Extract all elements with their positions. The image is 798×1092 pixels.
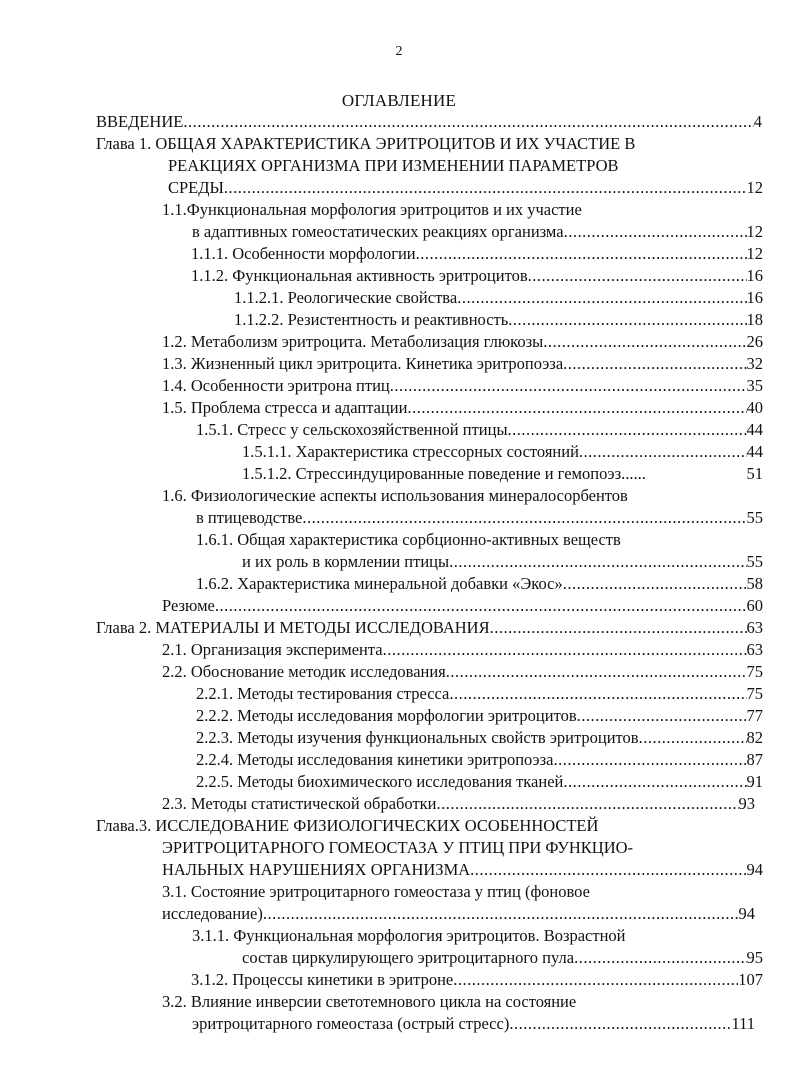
toc-entry-text: 2.2.5. Методы биохимического исследования тканей xyxy=(196,772,564,791)
dot-leader xyxy=(508,309,746,331)
dot-leader xyxy=(579,441,747,463)
toc-entry-page: 35 xyxy=(746,376,763,395)
toc-entry[interactable] xyxy=(162,991,762,1013)
toc-entry-text: в птицеводстве xyxy=(196,508,303,527)
dot-leader xyxy=(508,419,747,441)
dot-leader xyxy=(563,353,746,375)
toc-entry[interactable] xyxy=(162,859,763,881)
dot-leader xyxy=(215,595,747,617)
toc-entry[interactable] xyxy=(162,903,755,925)
toc-entry-text: Глава.3. ИССЛЕДОВАНИЕ ФИЗИОЛОГИЧЕСКИХ ОСОБЕННОСТЕЙ xyxy=(96,816,599,835)
dot-leader xyxy=(183,111,753,133)
toc-entry-text: Глава 1. ОБЩАЯ ХАРАКТЕРИСТИКА ЭРИТРОЦИТОВ И ИХ УЧАСТИЕ В xyxy=(96,134,636,153)
page-title: ОГЛАВЛЕНИЕ xyxy=(341,91,457,110)
toc-entry-text: 2.3. Методы статистической обработки xyxy=(162,794,437,813)
toc-entry-text: 1.6.2. Характеристика минеральной добавки «Экос» xyxy=(196,574,563,593)
toc-entry-text: ВВЕДЕНИЕ xyxy=(96,112,184,131)
dot-leader xyxy=(457,287,746,309)
dot-leader xyxy=(302,507,746,529)
toc-entry-page: 26 xyxy=(746,332,763,351)
toc-entry-text: 3.1.1. Функциональная морфология эритроцитов. Возрастной xyxy=(192,926,626,945)
toc-entry-page: 32 xyxy=(746,354,763,373)
dot-leader xyxy=(224,177,747,199)
toc-entry[interactable] xyxy=(196,507,763,529)
toc-entry-text: эритроцитарного гомеостаза (острый стресс) xyxy=(192,1014,510,1033)
toc-entry-text: 1.2. Метаболизм эритроцита. Метаболизация глюкозы xyxy=(162,332,544,351)
toc-entry[interactable] xyxy=(196,705,763,727)
toc-entry[interactable] xyxy=(162,595,763,617)
toc-entry-text: состав циркулирующего эритроцитарного пула xyxy=(242,948,575,967)
toc-entry[interactable] xyxy=(192,925,762,947)
toc-entry[interactable] xyxy=(162,331,763,353)
toc-entry-text: и их роль в кормлении птицы xyxy=(242,552,450,571)
dot-leader xyxy=(528,265,747,287)
dot-leader xyxy=(564,221,747,243)
toc-entry[interactable] xyxy=(196,573,763,595)
toc-entry-text: 2.2.4. Методы исследования кинетики эритропоэза xyxy=(196,750,554,769)
toc-entry[interactable] xyxy=(242,947,763,969)
toc-entry-text: 1.5.1.2. Стрессиндуцированные поведение и гемопоэз...... xyxy=(242,464,646,483)
toc-entry-text: 1.1.2.2. Резистентность и реактивность xyxy=(234,310,509,329)
toc-entry[interactable] xyxy=(168,177,763,199)
dot-leader xyxy=(577,705,747,727)
toc-entry-page: 58 xyxy=(746,574,763,593)
toc-entry-page: 75 xyxy=(746,684,763,703)
toc-entry-page: 55 xyxy=(746,508,763,527)
toc-entry[interactable] xyxy=(196,419,763,441)
toc-entry-page: 93 xyxy=(738,794,755,813)
toc-entry-page: 55 xyxy=(746,552,763,571)
toc-entry[interactable] xyxy=(96,815,766,837)
toc-entry-page: 94 xyxy=(738,904,755,923)
toc-entry-text: 2.2.2. Методы исследования морфологии эритроцитов xyxy=(196,706,577,725)
dot-leader xyxy=(574,947,746,969)
dot-leader xyxy=(446,661,747,683)
toc-entry[interactable] xyxy=(162,639,763,661)
toc-entry[interactable] xyxy=(162,353,763,375)
toc-entry-page: 91 xyxy=(746,772,763,791)
toc-entry-page: 44 xyxy=(746,420,763,439)
dot-leader xyxy=(449,551,746,573)
dot-leader xyxy=(437,793,739,815)
dot-leader xyxy=(553,749,746,771)
toc-entry-page: 44 xyxy=(746,442,763,461)
toc-entry[interactable] xyxy=(196,529,756,551)
toc-entry-page: 63 xyxy=(746,618,763,637)
dot-leader xyxy=(470,859,746,881)
toc-entry[interactable] xyxy=(162,199,762,221)
dot-leader xyxy=(263,903,739,925)
toc-entry[interactable] xyxy=(192,221,763,243)
toc-entry-page: 12 xyxy=(746,222,763,241)
toc-entry[interactable] xyxy=(242,441,763,463)
toc-entry-text: 2.1. Организация эксперимента xyxy=(162,640,383,659)
toc-entry[interactable] xyxy=(168,155,768,177)
dot-leader xyxy=(563,573,747,595)
toc-entry[interactable] xyxy=(162,397,763,419)
toc-entry-page: 51 xyxy=(746,464,763,483)
toc-entry-text: 1.1.Функциональная морфология эритроцитов и их участие xyxy=(162,200,582,219)
toc-entry-text: 3.1.2. Процессы кинетики в эритроне xyxy=(191,970,454,989)
toc-entry-text: РЕАКЦИЯХ ОРГАНИЗМА ПРИ ИЗМЕНЕНИИ ПАРАМЕТРОВ xyxy=(168,156,619,175)
dot-leader xyxy=(639,727,747,749)
toc-entry-text: 1.6. Физиологические аспекты использования минералосорбентов xyxy=(162,486,628,505)
toc-entry-text: 1.1.2.1. Реологические свойства xyxy=(234,288,458,307)
toc-entry-text: в адаптивных гомеостатических реакциях организма xyxy=(192,222,564,241)
toc-entry[interactable] xyxy=(162,793,755,815)
toc-entry[interactable] xyxy=(234,287,763,309)
toc-entry[interactable] xyxy=(162,661,763,683)
dot-leader xyxy=(563,771,746,793)
toc-entry-page: 95 xyxy=(746,948,763,967)
toc-entry-page: 77 xyxy=(746,706,763,725)
toc-entry-text: 1.5.1.1. Характеристика стрессорных состояний xyxy=(242,442,579,461)
toc-entry-page: 4 xyxy=(753,112,762,131)
toc-entry-text: Глава 2. МАТЕРИАЛЫ И МЕТОДЫ ИССЛЕДОВАНИЯ xyxy=(96,618,490,637)
dot-leader xyxy=(509,1013,731,1035)
toc-entry[interactable] xyxy=(162,837,762,859)
toc-entry-text: 1.3. Жизненный цикл эритроцита. Кинетика эритропоэза xyxy=(162,354,564,373)
toc-entry-page: 75 xyxy=(746,662,763,681)
toc-entry-page: 94 xyxy=(746,860,763,879)
toc-entry[interactable] xyxy=(196,727,763,749)
toc-entry-text: 1.5. Проблема стресса и адаптации xyxy=(162,398,408,417)
dot-leader xyxy=(543,331,746,353)
dot-leader xyxy=(490,617,747,639)
toc-entry-page: 40 xyxy=(746,398,763,417)
dot-leader xyxy=(390,375,747,397)
toc-entry[interactable] xyxy=(96,133,766,155)
dot-leader xyxy=(383,639,747,661)
toc-entry-text: 1.1.1. Особенности морфологии xyxy=(191,244,416,263)
toc-entry[interactable] xyxy=(234,309,763,331)
toc-entry-text: 2.2.3. Методы изучения функциональных свойств эритроцитов xyxy=(196,728,639,747)
toc-entry[interactable] xyxy=(162,485,762,507)
toc-entry[interactable] xyxy=(196,749,763,771)
toc-entry-text: 2.2. Обоснование методик исследования xyxy=(162,662,446,681)
toc-entry-page: 18 xyxy=(746,310,763,329)
toc-entry-page: 16 xyxy=(746,288,763,307)
toc-entry-page: 12 xyxy=(746,178,763,197)
toc-entry[interactable] xyxy=(162,375,763,397)
toc-entry[interactable] xyxy=(191,243,763,265)
toc-entry[interactable] xyxy=(96,111,762,133)
toc-entry[interactable] xyxy=(96,617,763,639)
toc-entry[interactable] xyxy=(196,683,763,705)
toc-entry-page: 60 xyxy=(746,596,763,615)
toc-entry[interactable] xyxy=(242,463,763,485)
toc-entry[interactable] xyxy=(196,771,763,793)
toc-entry-text: Резюме xyxy=(162,596,215,615)
toc-entry-page: 63 xyxy=(746,640,763,659)
dot-leader xyxy=(453,969,738,991)
toc-entry-text: 1.4. Особенности эритрона птиц xyxy=(162,376,390,395)
toc-entry-text: СРЕДЫ xyxy=(168,178,224,197)
toc-entry-text: НАЛЬНЫХ НАРУШЕНИЯХ ОРГАНИЗМА xyxy=(162,860,471,879)
toc-entry-text: 3.2. Влияние инверсии светотемнового цикла на состояние xyxy=(162,992,577,1011)
toc-entry-page: 87 xyxy=(746,750,763,769)
toc-entry-text: ЭРИТРОЦИТАРНОГО ГОМЕОСТАЗА У ПТИЦ ПРИ ФУНКЦИО- xyxy=(162,838,634,857)
toc-entry[interactable] xyxy=(192,1013,755,1035)
toc-entry-text: 1.6.1. Общая характеристика сорбционно-активных веществ xyxy=(196,530,621,549)
toc-entry[interactable] xyxy=(242,551,763,573)
page-number: 2 xyxy=(395,44,403,59)
dot-leader xyxy=(449,683,746,705)
toc-entry[interactable] xyxy=(191,265,763,287)
toc-entry-page: 107 xyxy=(738,970,763,989)
dot-leader xyxy=(416,243,747,265)
toc-entry-page: 82 xyxy=(746,728,763,747)
toc-entry-page: 12 xyxy=(746,244,763,263)
toc-entry-page: 111 xyxy=(731,1014,755,1033)
toc-entry-text: 2.2.1. Методы тестирования стресса xyxy=(196,684,450,703)
dot-leader xyxy=(407,397,746,419)
toc-entry-text: 3.1. Состояние эритроцитарного гомеостаза у птиц (фоновое xyxy=(162,882,590,901)
toc-entry-text: 1.1.2. Функциональная активность эритроцитов xyxy=(191,266,528,285)
toc-entry[interactable] xyxy=(191,969,763,991)
toc-entry[interactable] xyxy=(162,881,762,903)
toc-entry-text: исследование) xyxy=(162,904,263,923)
toc-entry-page: 16 xyxy=(746,266,763,285)
toc-entry-text: 1.5.1. Стресс у сельскохозяйственной птицы xyxy=(196,420,508,439)
